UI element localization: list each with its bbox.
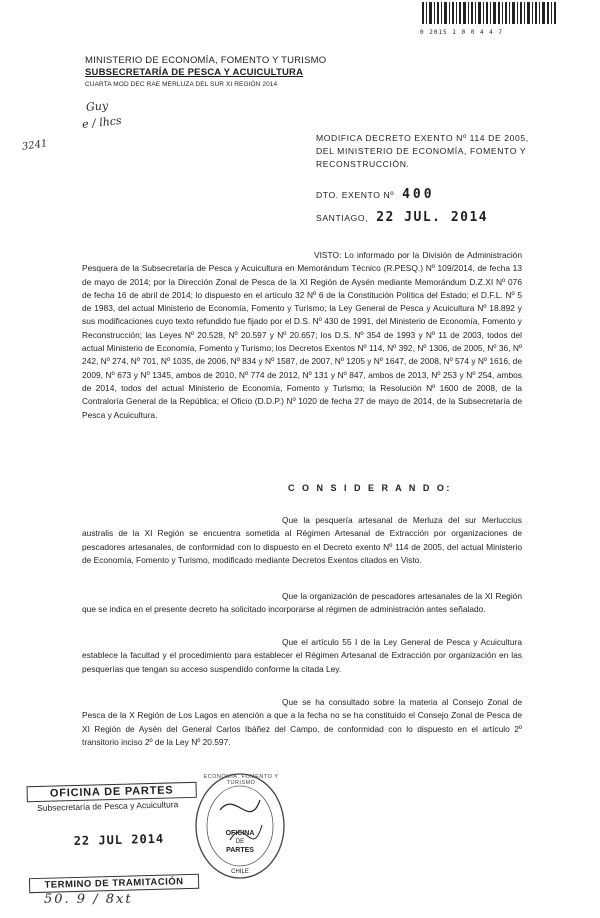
stamp-title: OFICINA DE PARTES bbox=[49, 784, 174, 800]
barcode-graphic bbox=[420, 2, 570, 26]
decree-date-row bbox=[316, 210, 488, 225]
handwritten-note-2: e / lhcs bbox=[81, 113, 123, 132]
subject-line-2: DEL MINISTERIO DE ECONOMÍA, FOMENTO Y bbox=[316, 146, 527, 156]
place-label: SANTIAGO, bbox=[316, 213, 369, 223]
subject-line-1: MODIFICA DECRETO EXENTO Nº 114 DE 2005, bbox=[316, 133, 529, 143]
decree-number-label: DTO. EXENTO Nº bbox=[316, 190, 395, 200]
seal-center-1: OFICINA bbox=[225, 830, 255, 837]
visto-paragraph: VISTO: Lo informado por la División de Administración Pesquera de la Subsecretaría de Pesca y Acuicultura en Memorándum Técnico (R.PESQ.) Nº 109/2014, de fecha 13 de mayo de 2014; por la Dirección Zonal de Pesca de la XI Región de Aysén mediante Memorándum D.Z.XI Nº 076 de fecha 16 de abril de 2014; lo dispuesto en el artículo 32 Nº 6 de la Constitución Política del Estado; el D.F.L. Nº 5 de 1983, del actual Ministerio de Economía, Fomento y Turismo; la Ley General de Pesca y Acuicultura Nº 18.892 y sus modificaciones cuyo texto refundido fue fijado por el D.S. Nº 430 de 1991, del Ministerio de Economía, Fomento y Reconstrucción; las Leyes Nº 20.528, Nº 20.597 y Nº 20.657; los D.S. Nº 354 de 1993 y Nº 11 de 2003, todos del actual Ministerio de Economía, Fomento y Turismo; los Decretos Exentos Nº 114, Nº 392, Nº 1306, de 2005, Nº 36, Nº 242, Nº 274, Nº 701, Nº 1035, de 2006, Nº 834 y Nº 1587, de 2007, Nº 1205 y Nº 1647, de 2008, Nº 574 y Nº 1616, de 2009, Nº 673 y Nº 1345, ambos de 2010, Nº 774 de 2012, Nº 131 y Nº 847, ambos de 2013, Nº 253 y Nº 254, ambos de 2014, todos del actual Ministerio de Economía, Fomento y Turismo; la Resolución Nº 1600 de 2008, de la Contraloría General de la República; el Oficio (D.D.P.) Nº 1020 de fecha 27 de mayo de 2014, de la Subsecretaría de Pesca y Acuicultura. bbox=[82, 250, 522, 420]
oficina-partes-stamp bbox=[27, 782, 200, 902]
considerando-heading: C O N S I D E R A N D O: bbox=[288, 483, 452, 493]
letterhead bbox=[85, 55, 345, 91]
seal-center-2: DE bbox=[235, 839, 245, 845]
subject-line-3: RECONSTRUCCIÓN. bbox=[316, 159, 410, 169]
decree-subject bbox=[316, 132, 566, 171]
considerando-p1: Que la pesquería artesanal de Merluza del sur Merluccius australis de la XI Región se encuentra sometida al Régimen Artesanal de Extracción por organizaciones de pescadores artesanales, de conformidad con lo dispuesto en el Decreto exento Nº 114 de 2005, del actual Ministerio de Economía, Fomento y Turismo, modificado mediante Decretos Exentos citados en Visto. bbox=[82, 515, 522, 565]
seal-ring-text: ECONOMÍA, FOMENTO Y TURISMO bbox=[203, 774, 279, 786]
seal-graphic bbox=[190, 770, 290, 885]
subsecretaria-name: SUBSECRETARÍA DE PESCA Y ACUICULTURA bbox=[85, 67, 304, 78]
stamp-date: 22 JUL 2014 bbox=[73, 831, 165, 849]
decree-number-row bbox=[316, 187, 435, 202]
reference-line: CUARTA MOD DEC RAE MERLUZA DEL SUR XI REGIÓN 2014 bbox=[85, 81, 278, 88]
decree-date: 22 JUL. 2014 bbox=[376, 210, 489, 225]
considerando-p2: Que la organización de pescadores artesanales de la XI Región que se indica en el presente decreto ha solicitado incorporarse al régimen de administración antes señalado. bbox=[82, 591, 522, 615]
decree-number: 400 bbox=[402, 187, 435, 202]
barcode bbox=[420, 2, 570, 36]
ministry-name: MINISTERIO DE ECONOMÍA, FOMENTO Y TURISMO bbox=[85, 55, 327, 66]
handwritten-note-1: Guy bbox=[85, 99, 109, 114]
handwritten-margin-number: 3241 bbox=[21, 138, 49, 153]
stamp-subtitle: Subsecretaría de Pesca y Acuicultura bbox=[36, 799, 179, 813]
stamp-footer-box bbox=[29, 874, 199, 893]
considerando-p3: Que el artículo 55 I de la Ley General de Pesca y Acuicultura establece la facultad y el procedimiento para establecer el Régimen Artesanal de Extracción por organización en las pesquerías que tengan su acceso suspendido conforme la citada Ley. bbox=[82, 637, 522, 674]
handwritten-bottom: 50. 9 / 8xt bbox=[44, 892, 133, 907]
barcode-number: 0 2015 1 0 0 4 4 7 bbox=[420, 29, 504, 36]
seal-bottom: CHILE bbox=[231, 869, 249, 875]
seal-center-3: PARTES bbox=[226, 847, 254, 854]
stamp-footer: TERMINO DE TRAMITACIÓN bbox=[44, 876, 184, 891]
considerando-p4: Que se ha consultado sobre la materia al Consejo Zonal de Pesca de la X Región de Los Lagos en atención a que a la fecha no se ha constituido el Consejo Zonal de Pesca de XI Región de Aysén del General Carlos Ibáñez del Campo, de conformidad con lo dispuesto en el artículo 2º transitorio inciso 2º de la Ley Nº 20.597. bbox=[82, 697, 522, 747]
oficina-partes-seal bbox=[190, 770, 290, 885]
